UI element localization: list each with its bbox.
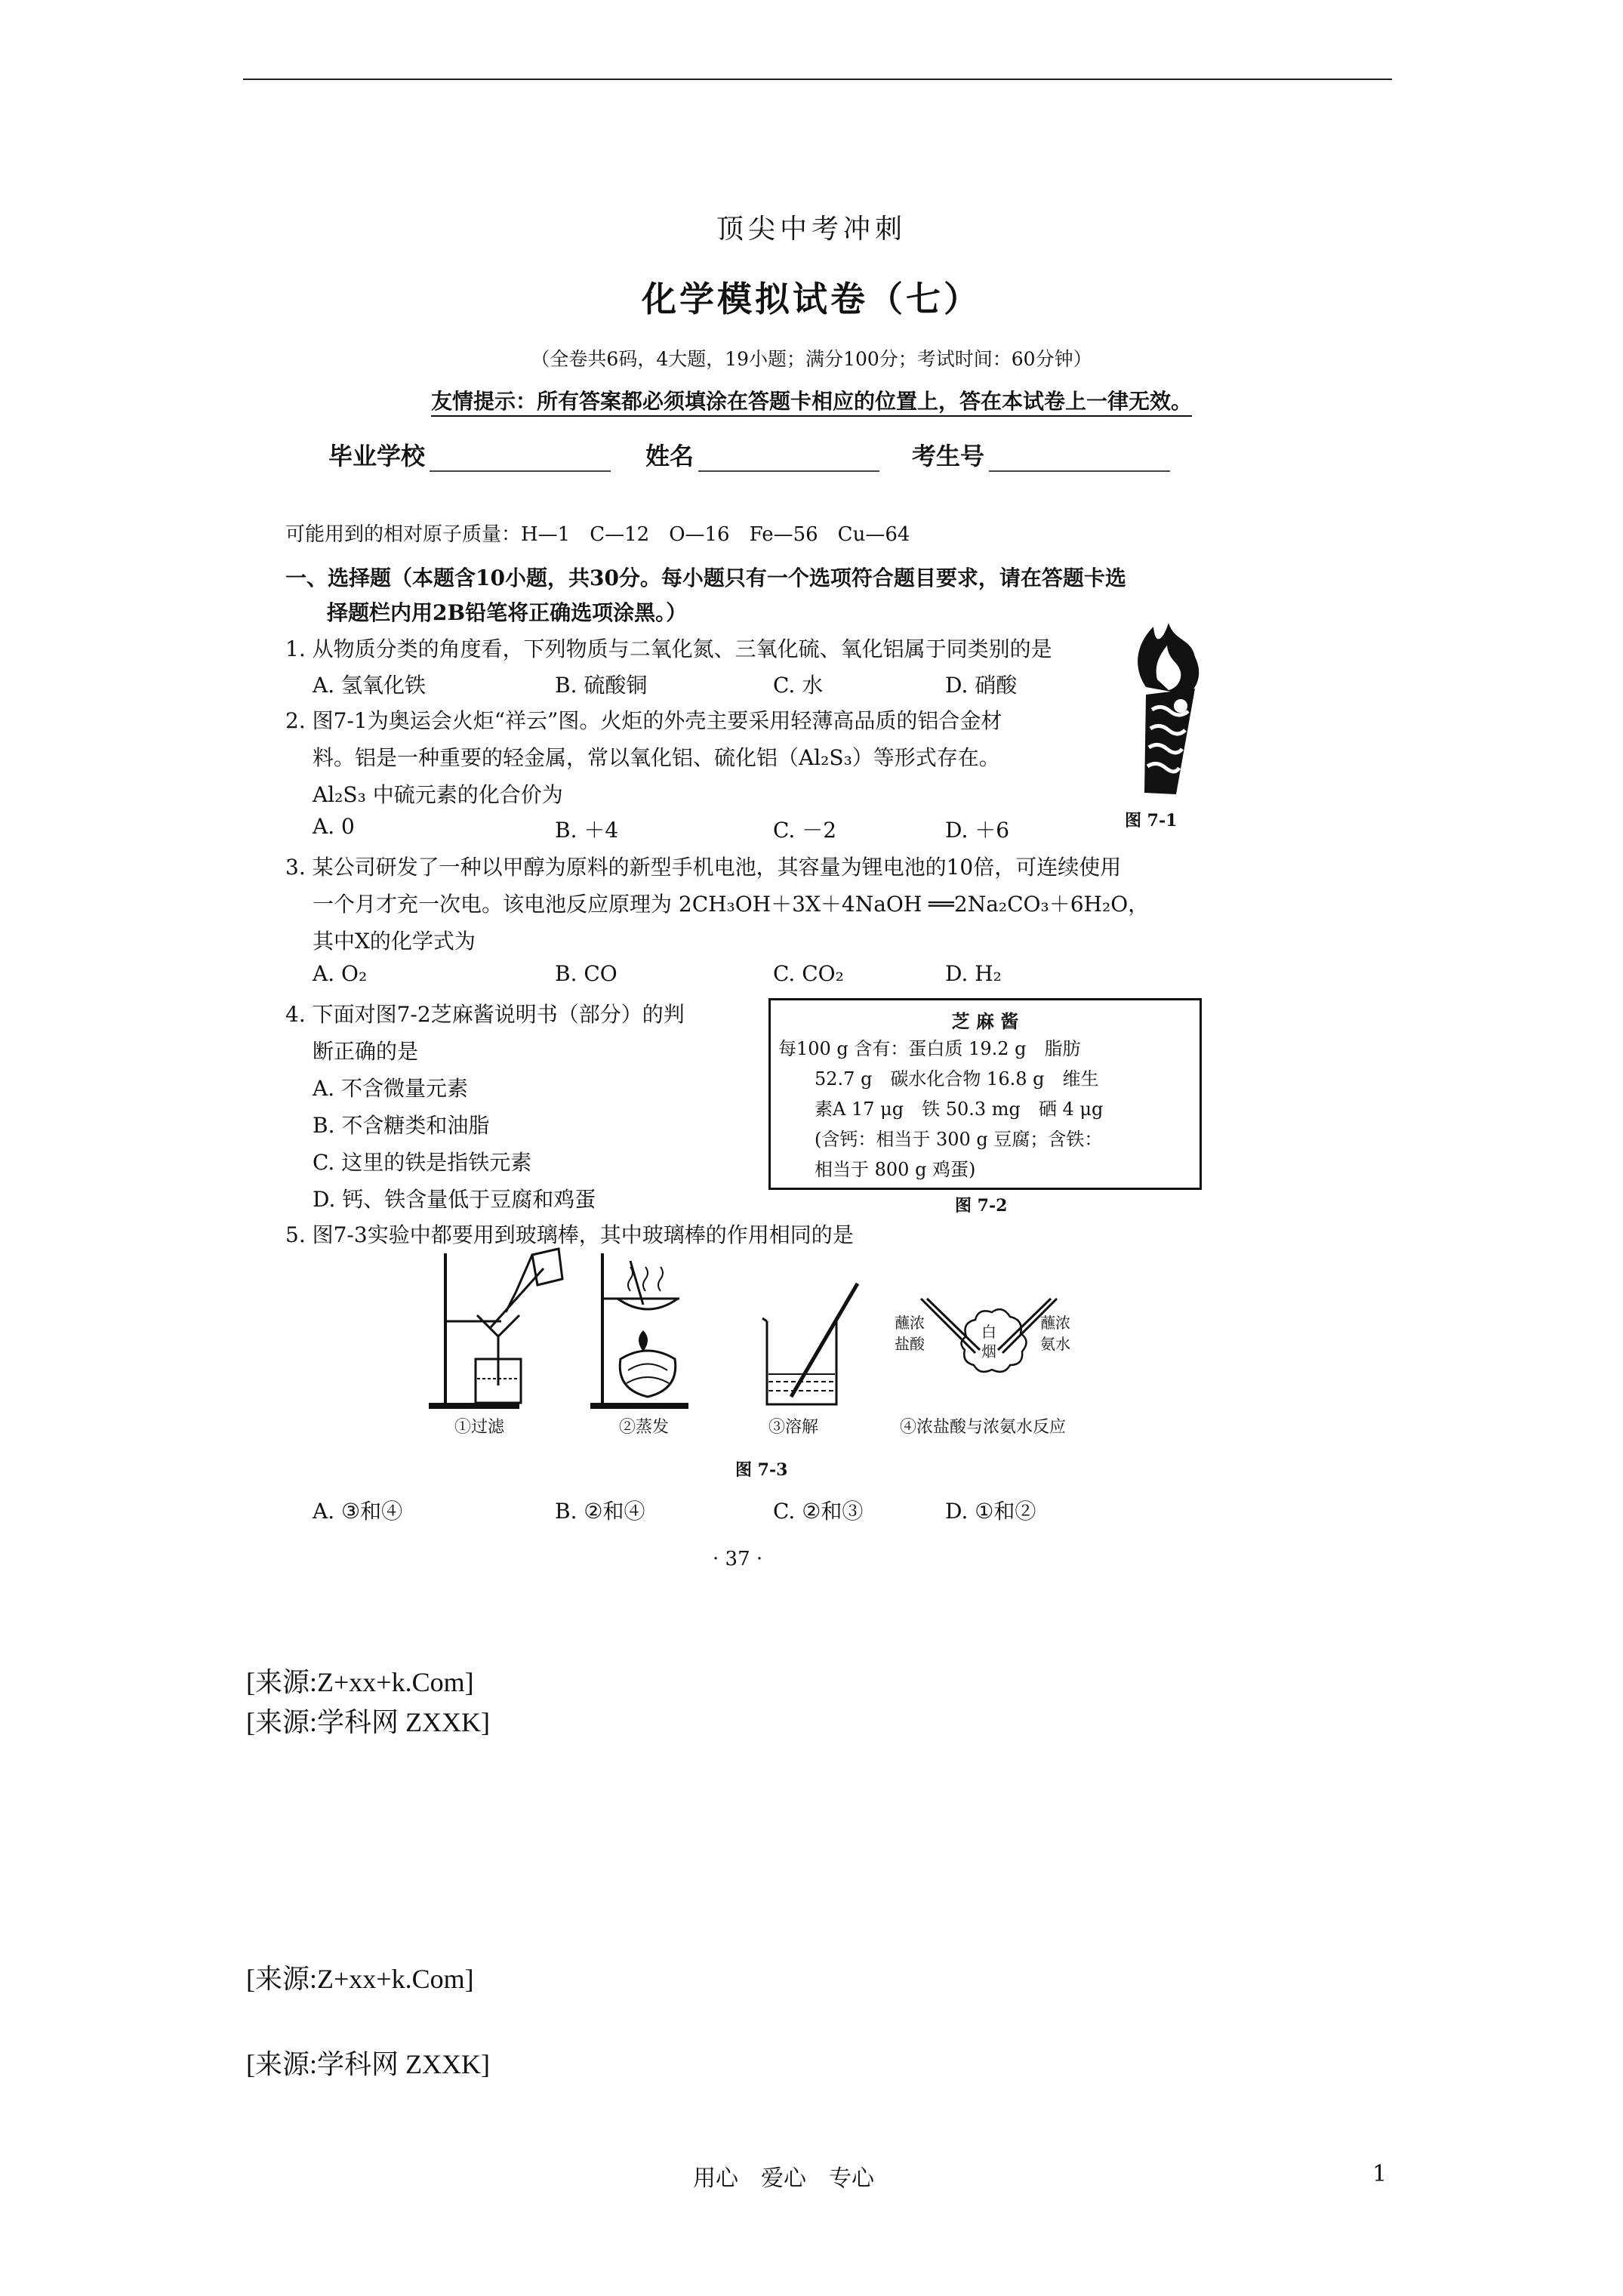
exam-title: 化学模拟试卷（七） [642, 279, 981, 319]
q5-option-d: D. ①和② [945, 1499, 1036, 1524]
sesame-box-line: (含钙：相当于 300 g 豆腐；含铁： [815, 1129, 1103, 1150]
fig-text-left-2: 盐酸 [895, 1335, 925, 1353]
exam-info: （全卷共6码，4大题，19小题；满分100分；考试时间：60分钟） [531, 348, 1092, 370]
source-note: [来源:学科网 ZXXK] [246, 2049, 490, 2079]
school-field [328, 442, 611, 472]
fig-text-left-1: 蘸浓 [895, 1314, 925, 1332]
source-note: [来源:学科网 ZXXK] [246, 1707, 490, 1737]
school-blank[interactable] [430, 445, 611, 472]
fig-text-smoke-2: 烟 [981, 1342, 996, 1361]
q3-option-c: C. CO₂ [773, 961, 844, 986]
q3-option-a: A. O₂ [313, 961, 368, 986]
q2-option-a: A. 0 [313, 814, 355, 839]
q4-option-d: D. 钙、铁含量低于豆腐和鸡蛋 [313, 1187, 596, 1212]
q1-option-b: B. 硫酸铜 [555, 673, 648, 698]
q3-line3: 其中X的化学式为 [313, 929, 476, 954]
q2-line1: 2. 图7-1为奥运会火炬“祥云”图。火炬的外壳主要采用轻薄高品质的铝合金材 [285, 708, 1002, 733]
footer-page-number: 1 [1372, 2161, 1387, 2187]
fig-7-3-label-1: ①过滤 [454, 1418, 505, 1437]
sesame-box-line: 相当于 800 g 鸡蛋) [815, 1159, 976, 1180]
fig-7-3-label-2: ②蒸发 [619, 1418, 670, 1437]
sesame-box-line: 每100 g 含有：蛋白质 19.2 g 脂肪 [778, 1038, 1081, 1059]
paper-header: 顶尖中考冲刺 [716, 214, 907, 245]
figure-7-2-caption: 图 7-2 [955, 1196, 1008, 1216]
name-label: 姓名 [645, 442, 694, 470]
fig-text-smoke-1: 白 [981, 1323, 996, 1341]
q4-option-c: C. 这里的铁是指铁元素 [313, 1150, 532, 1175]
section1-heading-line2: 择题栏内用2B铅笔将正确选项涂黑。） [327, 600, 688, 625]
q2-option-c: C. －2 [773, 818, 837, 843]
q1-option-c: C. 水 [773, 673, 824, 698]
q5-option-a: A. ③和④ [313, 1499, 403, 1524]
exam-no-field [912, 442, 1170, 472]
name-field [645, 442, 879, 472]
footer-slogan: 用心 爱心 专心 [693, 2165, 874, 2192]
source-note: [来源:Z+xx+k.Com] [246, 1964, 474, 1994]
fig-text-right-2: 氨水 [1040, 1335, 1070, 1353]
dissolving-apparatus [756, 1276, 870, 1412]
page-number: · 37 · [713, 1548, 763, 1570]
q3-option-b: B. CO [555, 961, 617, 986]
friendly-tip [0, 385, 1623, 415]
source-note: [来源:Z+xx+k.Com] [246, 1667, 474, 1697]
q4-option-a: A. 不含微量元素 [313, 1076, 469, 1101]
q2-line2: 料。铝是一种重要的轻金属，常以氧化铝、硫化铝（Al₂S₃）等形式存在。 [313, 745, 1000, 770]
q5-option-b: B. ②和④ [555, 1499, 645, 1524]
atomic-masses: 可能用到的相对原子质量：H—1 C—12 O—16 Fe—56 Cu—64 [285, 523, 910, 546]
fig-7-3-label-4: ④浓盐酸与浓氨水反应 [900, 1418, 1067, 1437]
q1-stem: 1. 从物质分类的角度看，下列物质与二氧化氮、三氧化硫、氧化铝属于同类别的是 [285, 636, 1052, 661]
fig-text-right-1: 蘸浓 [1040, 1314, 1070, 1332]
figure-7-1-caption: 图 7-1 [1125, 811, 1178, 831]
figure-7-3-caption: 图 7-3 [735, 1460, 788, 1480]
q5-stem: 5. 图7-3实验中都要用到玻璃棒，其中玻璃棒的作用相同的是 [285, 1222, 854, 1247]
q2-option-b: B. ＋4 [555, 818, 619, 843]
torch-illustration [1116, 619, 1221, 800]
name-blank[interactable] [698, 445, 879, 472]
q4-option-b: B. 不含糖类和油脂 [313, 1113, 490, 1138]
exam-no-label: 考生号 [912, 442, 985, 470]
fig-7-3-label-3: ③溶解 [768, 1418, 819, 1437]
q1-option-d: D. 硝酸 [945, 673, 1018, 698]
q1-option-a: A. 氢氧化铁 [313, 673, 427, 698]
q4-line2: 断正确的是 [313, 1039, 419, 1064]
friendly-tip-text: 友情提示：所有答案都必须填涂在答题卡相应的位置上，答在本试卷上一律无效。 [431, 389, 1192, 417]
q3-line2: 一个月才充一次电。该电池反应原理为 2CH₃OH＋3X＋4NaOH ══2Na₂CO₃＋6H₂O， [313, 892, 1150, 917]
sesame-box-title: 芝 麻 酱 [951, 1010, 1019, 1032]
q3-option-d: D. H₂ [945, 961, 1002, 986]
q2-option-d: D. ＋6 [945, 818, 1010, 843]
school-label: 毕业学校 [328, 442, 426, 470]
top-rule [243, 79, 1392, 80]
exam-no-blank[interactable] [989, 445, 1170, 472]
sesame-paste-label-box [768, 998, 1202, 1190]
sesame-box-line: 素A 17 μg 铁 50.3 mg 硒 4 μg [815, 1099, 1104, 1120]
q2-line3: Al₂S₃ 中硫元素的化合价为 [313, 782, 563, 807]
filtration-apparatus [423, 1246, 566, 1412]
q4-line1: 4. 下面对图7-2芝麻酱说明书（部分）的判 [285, 1002, 685, 1027]
evaporation-apparatus [589, 1246, 702, 1412]
q5-option-c: C. ②和③ [773, 1499, 864, 1524]
section1-heading-line1: 一、选择题（本题含10小题，共30分。每小题只有一个选项符合题目要求，请在答题卡选 [285, 566, 1126, 590]
sesame-box-line: 52.7 g 碳水化合物 16.8 g 维生 [815, 1068, 1099, 1089]
q3-line1: 3. 某公司研发了一种以甲醇为原料的新型手机电池，其容量为锂电池的10倍，可连续使用 [285, 855, 1122, 880]
